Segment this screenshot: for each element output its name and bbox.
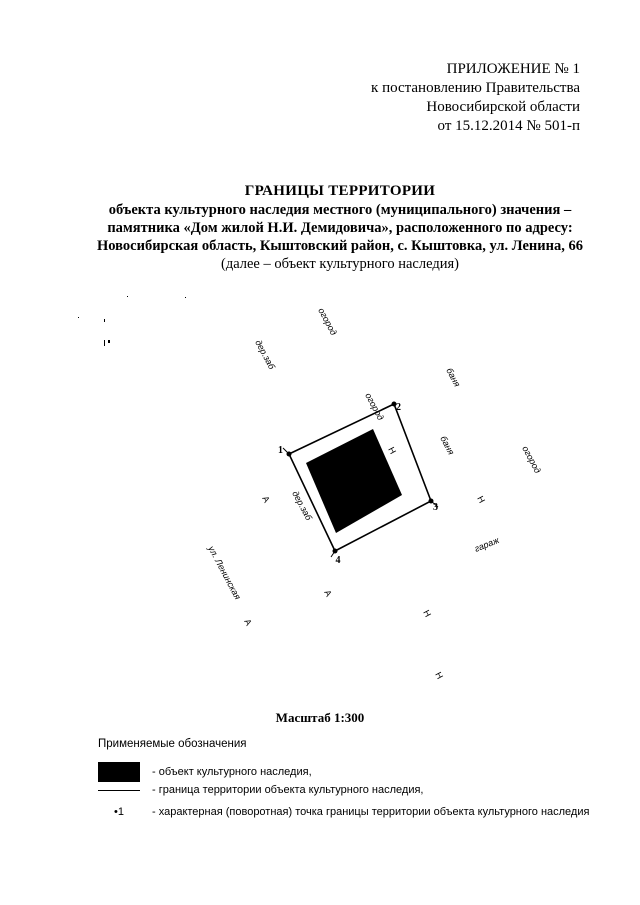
title-line-4: Новосибирская область, Кыштовский район, с. Кыштовка, ул. Ленина, 66 [97,238,583,254]
label-banya-top: баня [444,366,463,389]
label-garazh: гараж [473,535,501,554]
label-banya-right: баня [438,434,457,457]
appendix-line-2: к постановлению Правительства [371,80,580,96]
legend-point-text: - характерная (поворотная) точка границы территории объекта культурного наследия [152,806,590,818]
point-label-1: 1 [278,445,283,456]
corner-point-4 [333,549,338,554]
appendix-block [280,60,580,136]
marker-n-2: Н [421,608,434,619]
label-der-zab-bottom: дер.заб [290,489,314,522]
marker-n-1: Н [475,494,488,505]
appendix-number: ПРИЛОЖЕНИЕ № 1 [446,61,580,77]
legend-object-swatch [98,762,140,782]
scale-label: Масштаб 1:300 [275,710,365,725]
legend-object-text: - объект культурного наследия, [152,766,312,778]
marker-n-inside: Н [386,445,399,456]
marker-a-3: А [242,617,254,628]
title-line-3: памятника «Дом жилой Н.И. Демидовича», расположенного по адресу: [107,220,573,236]
legend-title: Применяемые обозначения [98,738,247,750]
point-label-3: 3 [433,502,438,513]
label-der-zab-top: дер.заб [253,338,277,371]
label-ogorod-right: огород [520,444,543,475]
title-line-5: (далее – объект культурного наследия) [220,256,459,272]
point-label-4: 4 [335,555,341,566]
title-main: ГРАНИЦЫ ТЕРРИТОРИИ [244,183,436,199]
title-line-2: объекта культурного наследия местного (муниципального) значения – [108,202,572,218]
corner-point-1 [287,452,292,457]
document-title [40,182,640,273]
label-street: ул. Ленинская [206,544,243,602]
marker-a-2: А [322,588,334,599]
legend-row-object [98,762,312,782]
heritage-object [306,429,402,533]
legend-boundary-text: - граница территории объекта культурного наследия, [152,784,424,796]
point-label-2: 2 [396,402,401,413]
appendix-line-3: Новосибирской области [426,99,580,115]
appendix-date: от 15.12.2014 № 501-п [437,118,580,134]
scan-specks [78,296,186,346]
legend-row-point [98,806,589,818]
legend-point-symbol: •1 [114,806,124,818]
legend-boundary-swatch [98,790,140,791]
marker-n-3: Н [433,670,446,681]
label-ogorod-center: огород [363,391,386,422]
boundary-plan [0,280,640,700]
marker-a-1: А [260,494,272,505]
label-ogorod-top: огород [316,306,339,337]
legend-row-boundary [98,784,423,796]
